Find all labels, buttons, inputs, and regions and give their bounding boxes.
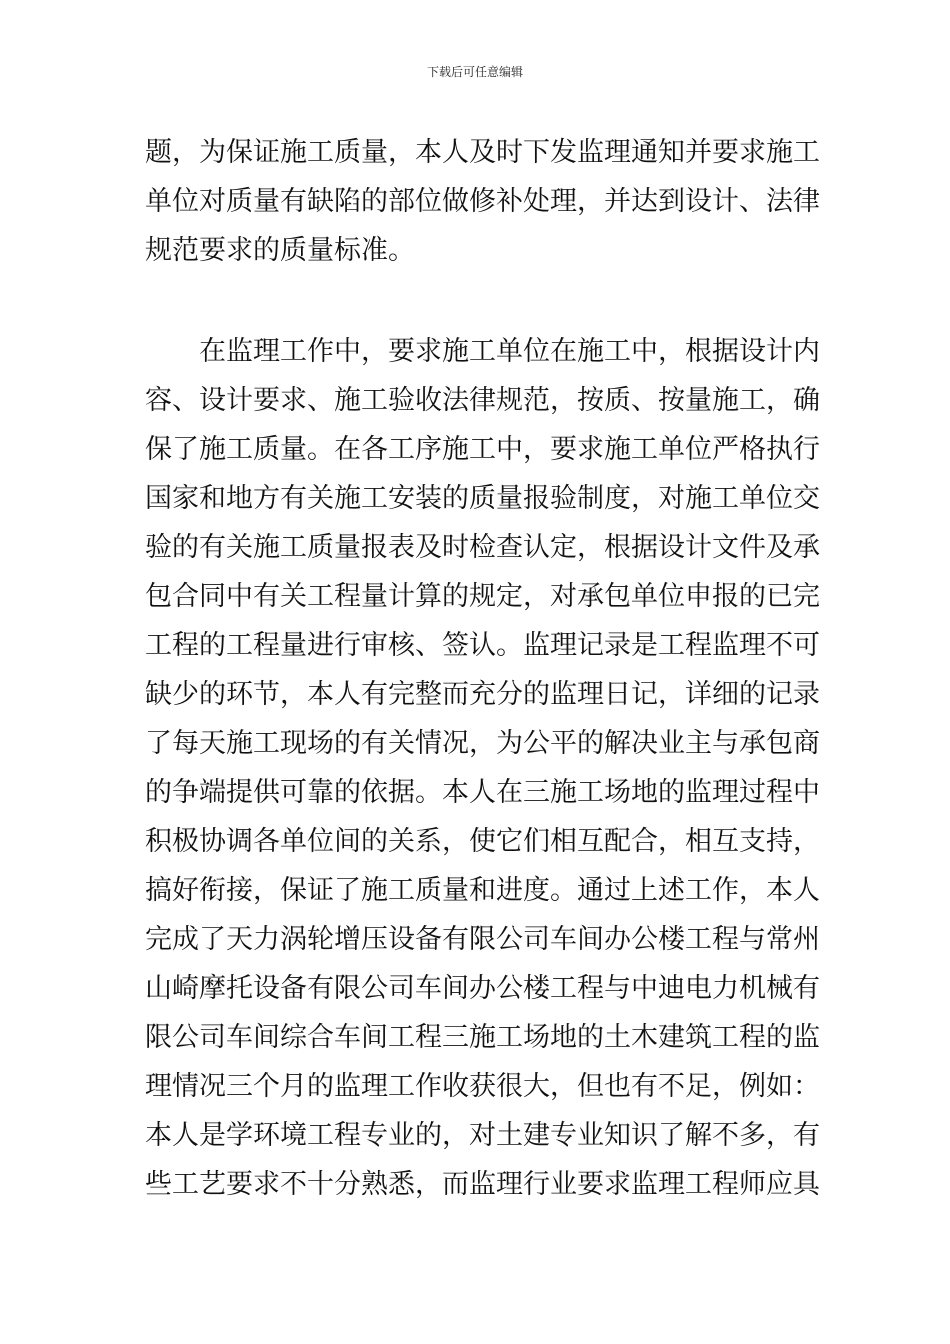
text-line: 些工艺要求不十分熟悉，而监理行业要求监理工程师应具 bbox=[145, 1169, 820, 1200]
text-line: 了每天施工现场的有关情况，为公平的解决业主与承包商 bbox=[145, 728, 820, 759]
text-line: 在监理工作中，要求施工单位在施工中，根据设计内 bbox=[199, 336, 820, 367]
text-line: 规范要求的质量标准。 bbox=[145, 235, 415, 266]
text-line: 限公司车间综合车间工程三施工场地的土木建筑工程的监 bbox=[145, 1022, 820, 1053]
text-line: 包合同中有关工程量计算的规定，对承包单位申报的已完 bbox=[145, 581, 820, 612]
text-line: 缺少的环节，本人有完整而充分的监理日记，详细的记录 bbox=[145, 679, 820, 710]
text-line: 国家和地方有关施工安装的质量报验制度，对施工单位交 bbox=[145, 483, 820, 514]
text-line: 的争端提供可靠的依据。本人在三施工场地的监理过程中 bbox=[145, 777, 820, 808]
text-line: 题，为保证施工质量，本人及时下发监理通知并要求施工 bbox=[145, 137, 820, 168]
text-line: 山崎摩托设备有限公司车间办公楼工程与中迪电力机械有 bbox=[145, 973, 820, 1004]
text-line: 理情况三个月的监理工作收获很大，但也有不足，例如： bbox=[145, 1071, 820, 1102]
text-line: 积极协调各单位间的关系，使它们相互配合，相互支持， bbox=[145, 826, 820, 857]
text-line: 保了施工质量。在各工序施工中，要求施工单位严格执行 bbox=[145, 434, 820, 465]
text-line: 工程的工程量进行审核、签认。监理记录是工程监理不可 bbox=[145, 630, 820, 661]
page-header: 下载后可任意编辑 bbox=[426, 65, 523, 79]
text-line: 本人是学环境工程专业的，对土建专业知识了解不多，有 bbox=[145, 1120, 820, 1151]
text-line: 完成了天力涡轮增压设备有限公司车间办公楼工程与常州 bbox=[145, 924, 820, 955]
paragraph-2 bbox=[145, 327, 820, 1209]
text-line: 验的有关施工质量报表及时检查认定，根据设计文件及承 bbox=[145, 532, 820, 563]
text-line: 搞好衔接，保证了施工质量和进度。通过上述工作，本人 bbox=[145, 875, 820, 906]
paragraph-1 bbox=[145, 128, 820, 275]
text-line: 单位对质量有缺陷的部位做修补处理，并达到设计、法律 bbox=[145, 186, 820, 217]
text-line: 容、设计要求、施工验收法律规范，按质、按量施工，确 bbox=[145, 385, 820, 416]
